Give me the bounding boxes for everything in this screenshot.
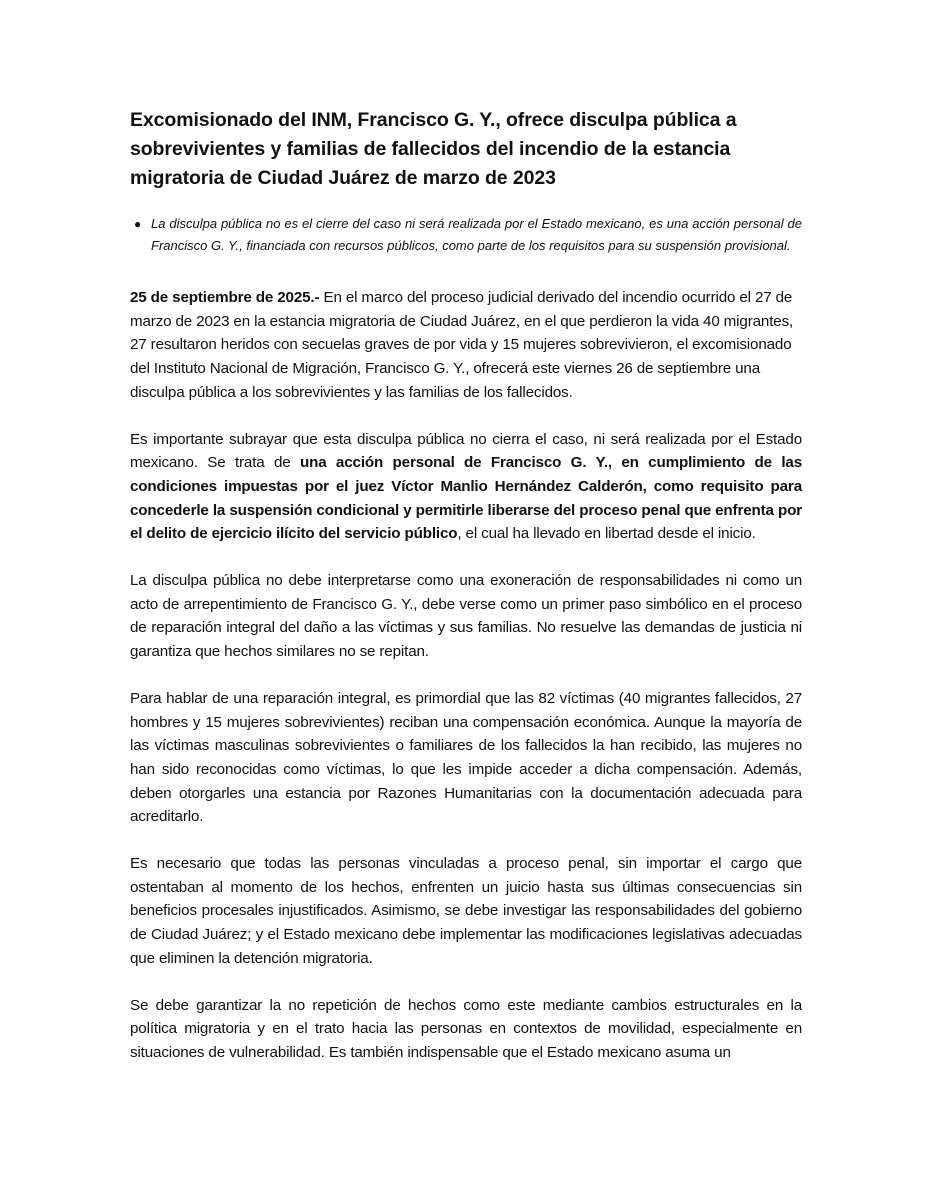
summary-bullet-text: La disculpa pública no es el cierre del caso ni será realizada por el Estado mexicano, es una acción personal de Francisco G. Y., financiada con recursos públicos, como parte de los requisitos para su suspensión provisional. bbox=[151, 216, 802, 253]
bullet-dot-icon: ● bbox=[134, 217, 142, 231]
paragraph-1 bbox=[130, 286, 802, 405]
paragraph-2-bold: una acción personal de Francisco G. Y., en cumplimiento de las condiciones impuestas por el juez Víctor Manlio Hernández Calderón, como requisito para concederle la suspensión condicional y permitirle liberarse del proceso penal que enfrenta por el delito de ejercicio ilícito del servicio público bbox=[130, 454, 802, 543]
paragraph-2 bbox=[130, 428, 802, 547]
paragraph-2-post: , el cual ha llevado en libertad desde el inicio. bbox=[457, 525, 756, 543]
paragraph-4: Para hablar de una reparación integral, es primordial que las 82 víctimas (40 migrantes fallecidos, 27 hombres y 15 mujeres sobrevivientes) reciban una compensación económica. Aunque la mayoría de las víctimas masculinas sobrevivientes o familiares de los fallecidos la han recibido, las mujeres no han sido reconocidas como víctimas, lo que les impide acceder a dicha compensación. Además, deben otorgarles una estancia por Razones Humanitarias con la documentación adecuada para acreditarlo. bbox=[130, 689, 802, 826]
paragraph-2-pre: Es importante subrayar que esta disculpa pública no cierra el caso, ni será realizada por el Estado mexicano. Se trata de bbox=[130, 430, 802, 472]
paragraph-5: Es necesario que todas las personas vinculadas a proceso penal, sin importar el cargo que ostentaban al momento de los hechos, enfrenten un juicio hasta sus últimas consecuencias sin beneficios procesales injustificados. Asimismo, se debe investigar las responsabilidades del gobierno de Ciudad Juárez; y el Estado mexicano debe implementar las modificaciones legislativas adecuadas que eliminen la detención migratoria. bbox=[130, 855, 802, 967]
press-date: 25 de septiembre de 2025.- bbox=[130, 289, 320, 306]
document-title: Excomisionado del INM, Francisco G. Y., ofrece disculpa pública a sobrevivientes y familias de fallecidos del incendio de la estancia migratoria de Ciudad Juárez de marzo de 2023 bbox=[130, 109, 737, 189]
summary-bullet bbox=[130, 213, 802, 256]
paragraph-3: La disculpa pública no debe interpretarse como una exoneración de responsabilidades ni como un acto de arrepentimiento de Francisco G. Y., debe verse como un primer paso simbólico en el proceso de reparación integral del daño a las víctimas y sus familias. No resuelve las demandas de justicia ni garantiza que hechos similares no se repitan. bbox=[130, 572, 802, 661]
paragraph-1-text: En el marco del proceso judicial derivado del incendio ocurrido el 27 de marzo de 2023 en la estancia migratoria de Ciudad Juárez, en el que perdieron la vida 40 migrantes, 27 resultaron heridos con secuelas graves de por vida y 15 mujeres sobrevivieron, el excomisionado del Instituto Nacional de Migración, Francisco G. Y., ofrecerá este viernes 26 de septiembre una disculpa pública a los sobrevivientes y las familias de los fallecidos. bbox=[130, 289, 794, 401]
paragraph-6: Se debe garantizar la no repetición de hechos como este mediante cambios estructurales en la política migratoria y en el trato hacia las personas en contextos de movilidad, especialmente en situaciones de vulnerabilidad. Es también indispensable que el Estado mexicano asuma un bbox=[130, 996, 802, 1061]
document-page bbox=[130, 106, 802, 1088]
